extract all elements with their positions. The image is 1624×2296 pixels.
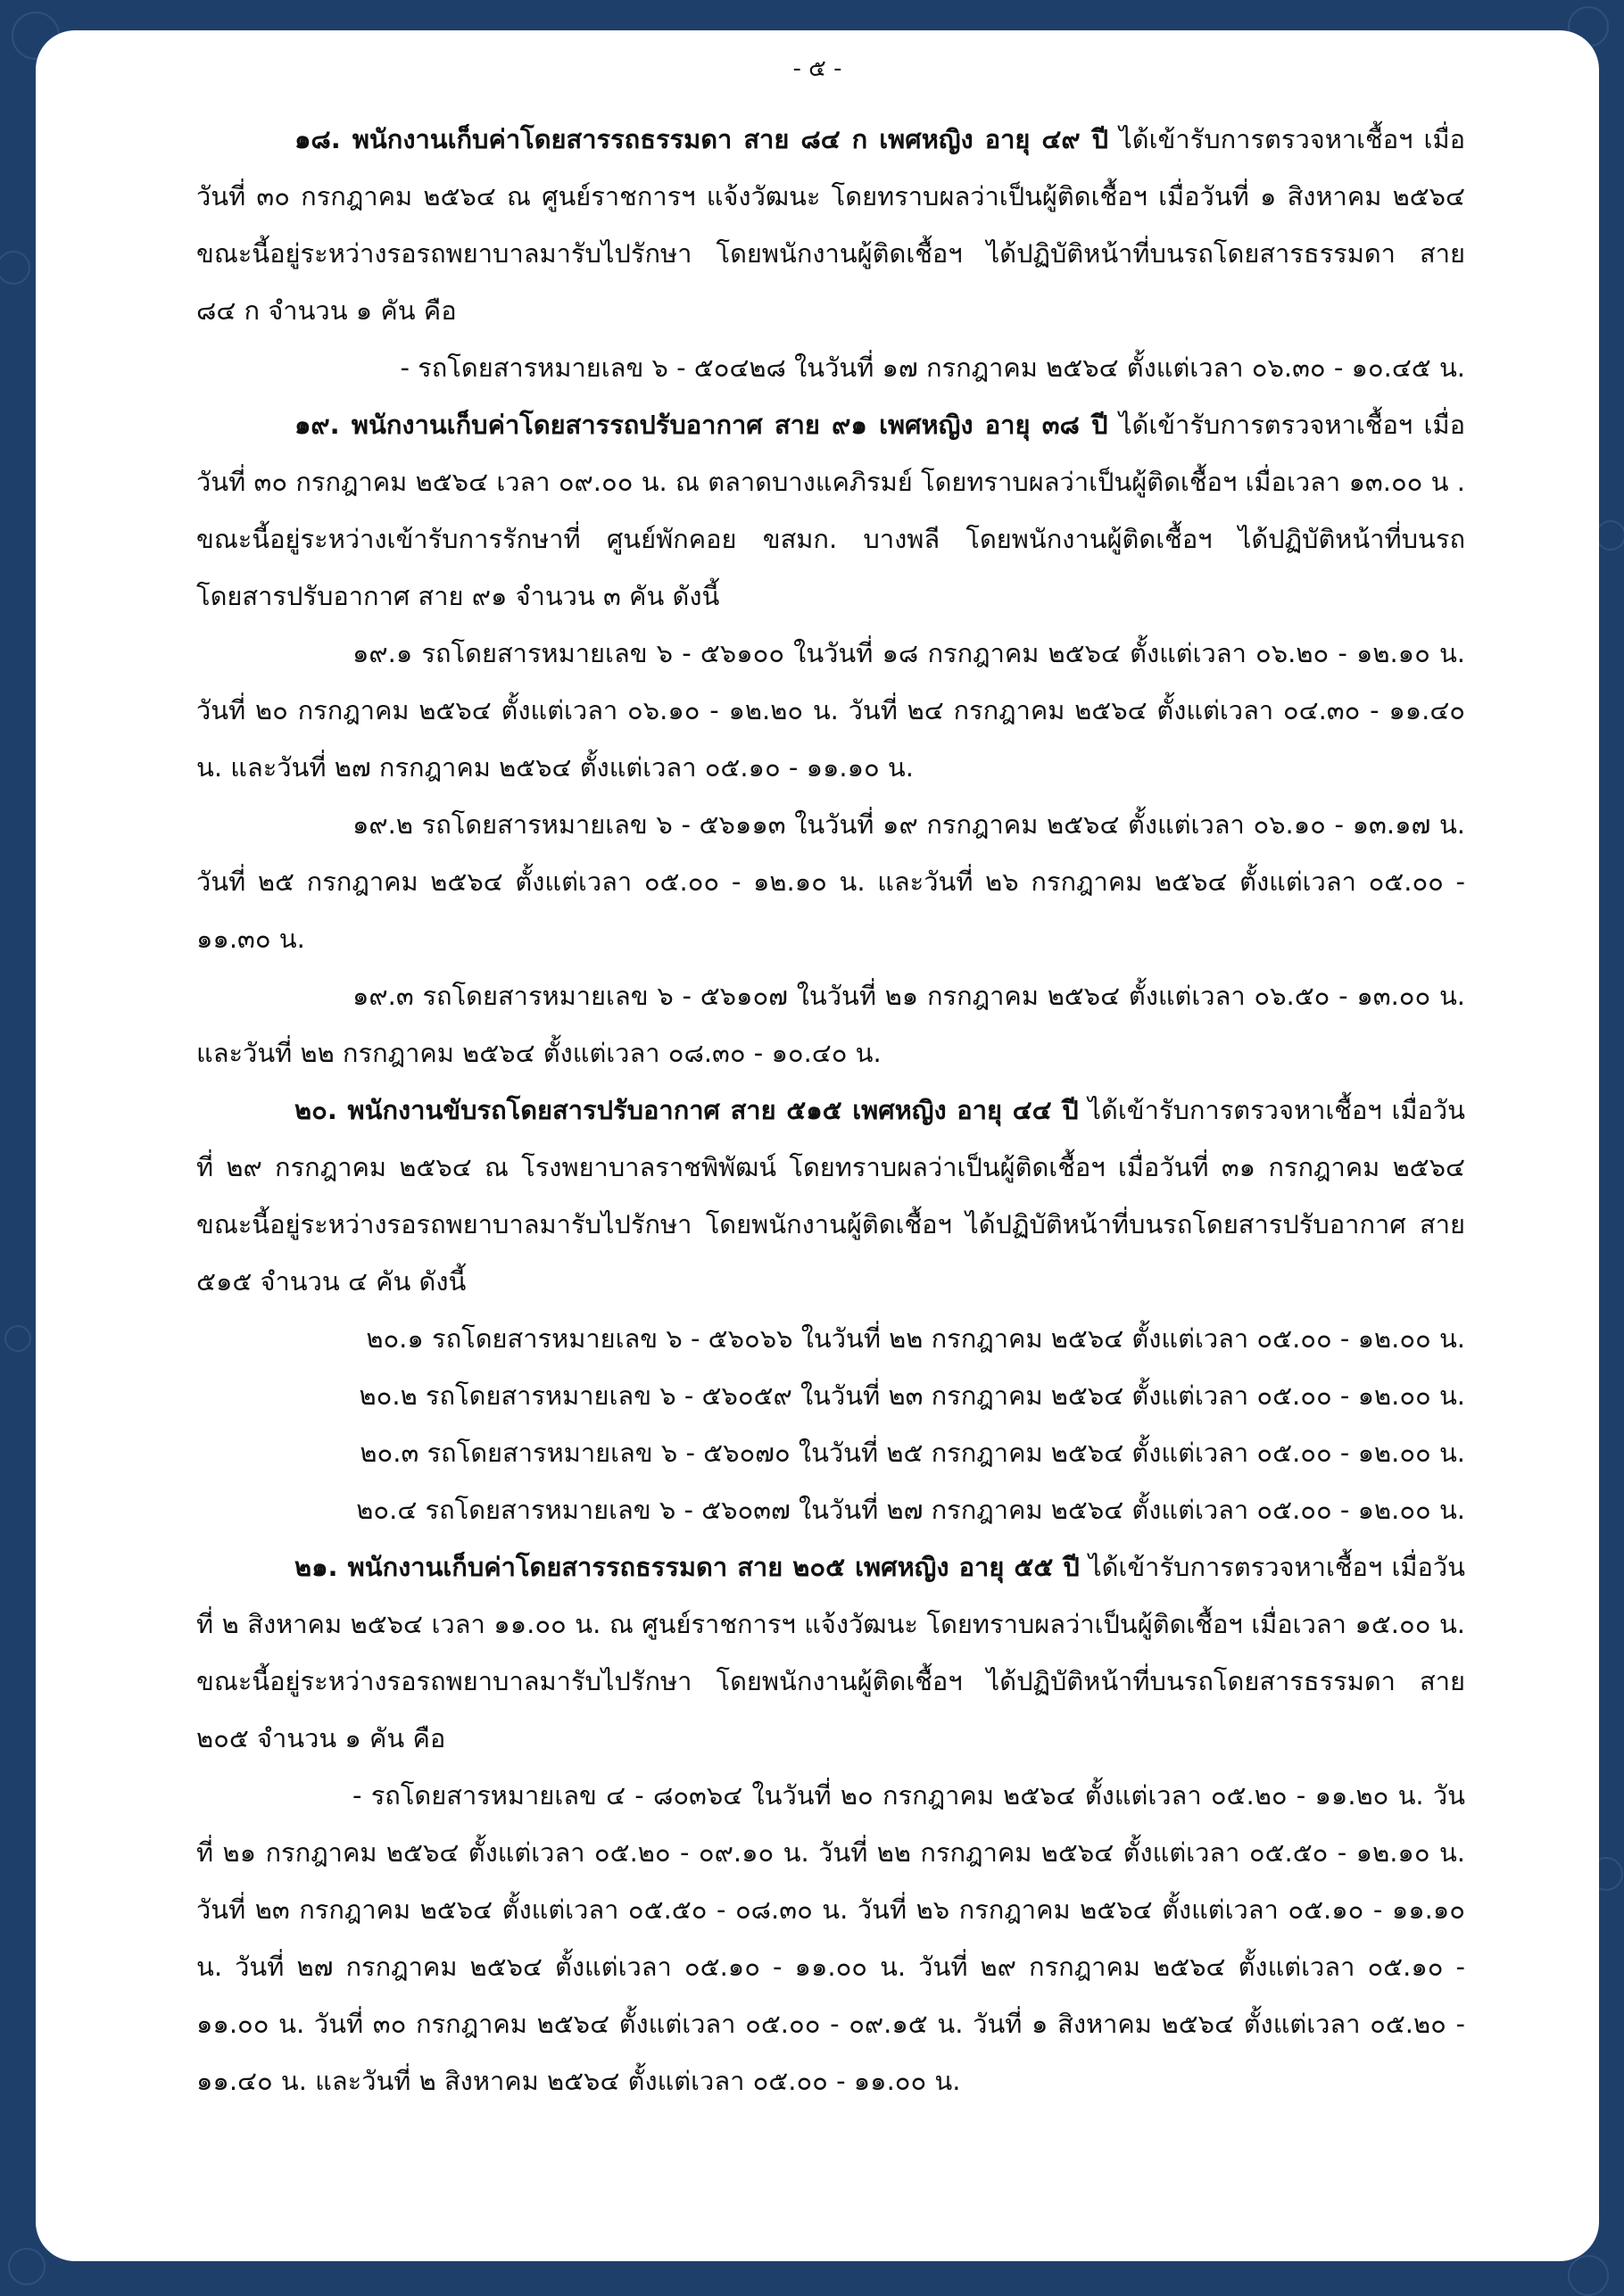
- item-20-sub-3: ๒๐.๓ รถโดยสารหมายเลข ๖ - ๕๖๐๗๐ ในวันที่ ๒๕ กรกฎาคม ๒๕๖๔ ตั้งแต่เวลา ๐๕.๐๐ - ๑๒.๐๐ น.: [360, 1438, 1465, 1468]
- item-19-heading: ๑๙. พนักงานเก็บค่าโดยสารรถปรับอากาศ สาย ๙๑ เพศหญิง อายุ ๓๘ ปี: [294, 410, 1108, 440]
- item-20-body: ได้เข้ารับการตรวจหาเชื้อฯ เมื่อวันที่ ๒๙ กรกฎาคม ๒๕๖๔ ณ โรงพยาบาลราชพิพัฒน์ โดยทราบผลว่าเป็นผู้ติดเชื้อฯ เมื่อวันที่ ๓๑ กรกฎาคม ๒๕๖๔ ขณะนี้อยู่ระหว่างรอรถพยาบาลมารับไปรักษา โดยพนักงานผู้ติดเชื้อฯ ได้ปฏิบัติหน้าที่บนรถโดยสารปรับอากาศ สาย ๕๑๕ จำนวน ๔ คัน ดังนี้: [196, 1095, 1465, 1297]
- item-20-paragraph: [196, 1082, 1465, 1310]
- item-21-paragraph: [196, 1538, 1465, 1767]
- item-19-sub-3: ๑๙.๓ รถโดยสารหมายเลข ๖ - ๕๖๑๐๗ ในวันที่ ๒๑ กรกฎาคม ๒๕๖๔ ตั้งแต่เวลา ๐๖.๕๐ - ๑๓.๐๐ น. และวันที่ ๒๒ กรกฎาคม ๒๕๖๔ ตั้งแต่เวลา ๐๘.๓๐ - ๑๐.๔๐ น.: [196, 981, 1465, 1068]
- item-20-sub-4: ๒๐.๔ รถโดยสารหมายเลข ๖ - ๕๖๐๓๗ ในวันที่ ๒๗ กรกฎาคม ๒๕๖๔ ตั้งแต่เวลา ๐๕.๐๐ - ๑๒.๐๐ น.: [356, 1495, 1465, 1525]
- item-21-body: ได้เข้ารับการตรวจหาเชื้อฯ เมื่อวันที่ ๒ สิงหาคม ๒๕๖๔ เวลา ๑๑.๐๐ น. ณ ศูนย์ราชการฯ แจ้งวัฒนะ โดยทราบผลว่าเป็นผู้ติดเชื้อฯ เมื่อเวลา ๑๕.๐๐ น. ขณะนี้อยู่ระหว่างรอรถพยาบาลมารับไปรักษา โดยพนักงานผู้ติดเชื้อฯ ได้ปฏิบัติหน้าที่บนรถโดยสารธรรมดา สาย ๒๐๕ จำนวน ๑ คัน คือ: [196, 1552, 1466, 1753]
- item-19-paragraph: [196, 396, 1465, 625]
- document-page: [36, 30, 1599, 2261]
- item-18-body: ได้เข้ารับการตรวจหาเชื้อฯ เมื่อวันที่ ๓๐ กรกฎาคม ๒๕๖๔ ณ ศูนย์ราชการฯ แจ้งวัฒนะ โดยทราบผลว่าเป็นผู้ติดเชื้อฯ เมื่อวันที่ ๑ สิงหาคม ๒๕๖๔ ขณะนี้อยู่ระหว่างรอรถพยาบาลมารับไปรักษา โดยพนักงานผู้ติดเชื้อฯ ได้ปฏิบัติหน้าที่บนรถโดยสารธรรมดา สาย ๘๔ ก จำนวน ๑ คัน คือ: [196, 124, 1465, 326]
- item-21-sub-1: - รถโดยสารหมายเลข ๔ - ๘๐๓๖๔ ในวันที่ ๒๐ กรกฎาคม ๒๕๖๔ ตั้งแต่เวลา ๐๕.๒๐ - ๑๑.๒๐ น. วันที่ ๒๑ กรกฎาคม ๒๕๖๔ ตั้งแต่เวลา ๐๕.๒๐ - ๐๙.๑๐ น. วันที่ ๒๒ กรกฎาคม ๒๕๖๔ ตั้งแต่เวลา ๐๕.๕๐ - ๑๒.๑๐ น. วันที่ ๒๓ กรกฎาคม ๒๕๖๔ ตั้งแต่เวลา ๐๕.๕๐ - ๐๘.๓๐ น. วันที่ ๒๖ กรกฎาคม ๒๕๖๔ ตั้งแต่เวลา ๐๕.๑๐ - ๑๑.๑๐ น. วันที่ ๒๗ กรกฎาคม ๒๕๖๔ ตั้งแต่เวลา ๐๕.๑๐ - ๑๑.๐๐ น. วันที่ ๒๙ กรกฎาคม ๒๕๖๔ ตั้งแต่เวลา ๐๕.๑๐ - ๑๑.๐๐ น. วันที่ ๓๐ กรกฎาคม ๒๕๖๔ ตั้งแต่เวลา ๐๕.๐๐ - ๐๙.๑๕ น. วันที่ ๑ สิงหาคม ๒๕๖๔ ตั้งแต่เวลา ๐๕.๒๐ - ๑๑.๔๐ น. และวันที่ ๒ สิงหาคม ๒๕๖๔ ตั้งแต่เวลา ๐๕.๐๐ - ๑๑.๐๐ น.: [196, 1780, 1465, 2096]
- item-19-sub-2: ๑๙.๒ รถโดยสารหมายเลข ๖ - ๕๖๑๑๓ ในวันที่ ๑๙ กรกฎาคม ๒๕๖๔ ตั้งแต่เวลา ๐๖.๑๐ - ๑๓.๑๗ น. วันที่ ๒๕ กรกฎาคม ๒๕๖๔ ตั้งแต่เวลา ๐๕.๐๐ - ๑๒.๑๐ น. และวันที่ ๒๖ กรกฎาคม ๒๕๖๔ ตั้งแต่เวลา ๐๕.๐๐ - ๑๑.๓๐ น.: [196, 809, 1465, 954]
- item-19-sub-1: ๑๙.๑ รถโดยสารหมายเลข ๖ - ๕๖๑๐๐ ในวันที่ ๑๘ กรกฎาคม ๒๕๖๔ ตั้งแต่เวลา ๐๖.๒๐ - ๑๒.๑๐ น. วันที่ ๒๐ กรกฎาคม ๒๕๖๔ ตั้งแต่เวลา ๐๖.๑๐ - ๑๒.๒๐ น. วันที่ ๒๔ กรกฎาคม ๒๕๖๔ ตั้งแต่เวลา ๐๔.๓๐ - ๑๑.๔๐ น. และวันที่ ๒๗ กรกฎาคม ๒๕๖๔ ตั้งแต่เวลา ๐๕.๑๐ - ๑๑.๑๐ น.: [196, 638, 1465, 783]
- item-18-sub-1: - รถโดยสารหมายเลข ๖ - ๕๐๔๒๘ ในวันที่ ๑๗ กรกฎาคม ๒๕๖๔ ตั้งแต่เวลา ๐๖.๓๐ - ๑๐.๔๕ น.: [400, 352, 1465, 383]
- item-20-heading: ๒๐. พนักงานขับรถโดยสารปรับอากาศ สาย ๕๑๕ เพศหญิง อายุ ๔๔ ปี: [294, 1095, 1079, 1125]
- item-21-heading: ๒๑. พนักงานเก็บค่าโดยสารรถธรรมดา สาย ๒๐๕ เพศหญิง อายุ ๕๕ ปี: [294, 1552, 1080, 1582]
- item-18-paragraph: [196, 111, 1465, 339]
- item-19-body: ได้เข้ารับการตรวจหาเชื้อฯ เมื่อวันที่ ๓๐ กรกฎาคม ๒๕๖๔ เวลา ๐๙.๐๐ น. ณ ตลาดบางแคภิรมย์ โดยทราบผลว่าเป็นผู้ติดเชื้อฯ เมื่อเวลา ๑๓.๐๐ น . ขณะนี้อยู่ระหว่างเข้ารับการรักษาที่ ศูนย์พักคอย ขสมก. บางพลี โดยพนักงานผู้ติดเชื้อฯ ได้ปฏิบัติหน้าที่บนรถโดยสารปรับอากาศ สาย ๙๑ จำนวน ๓ คัน ดังนี้: [196, 410, 1465, 611]
- item-18-heading: ๑๘. พนักงานเก็บค่าโดยสารรถธรรมดา สาย ๘๔ ก เพศหญิง อายุ ๔๙ ปี: [294, 124, 1109, 154]
- document-content: [196, 111, 1465, 2110]
- page-number: - ๕ -: [792, 55, 842, 82]
- item-20-sub-1: ๒๐.๑ รถโดยสารหมายเลข ๖ - ๕๖๐๖๖ ในวันที่ ๒๒ กรกฎาคม ๒๕๖๔ ตั้งแต่เวลา ๐๕.๐๐ - ๑๒.๐๐ น.: [366, 1323, 1465, 1354]
- item-20-sub-2: ๒๐.๒ รถโดยสารหมายเลข ๖ - ๕๖๐๕๙ ในวันที่ ๒๓ กรกฎาคม ๒๕๖๔ ตั้งแต่เวลา ๐๕.๐๐ - ๑๒.๐๐ น.: [359, 1380, 1465, 1411]
